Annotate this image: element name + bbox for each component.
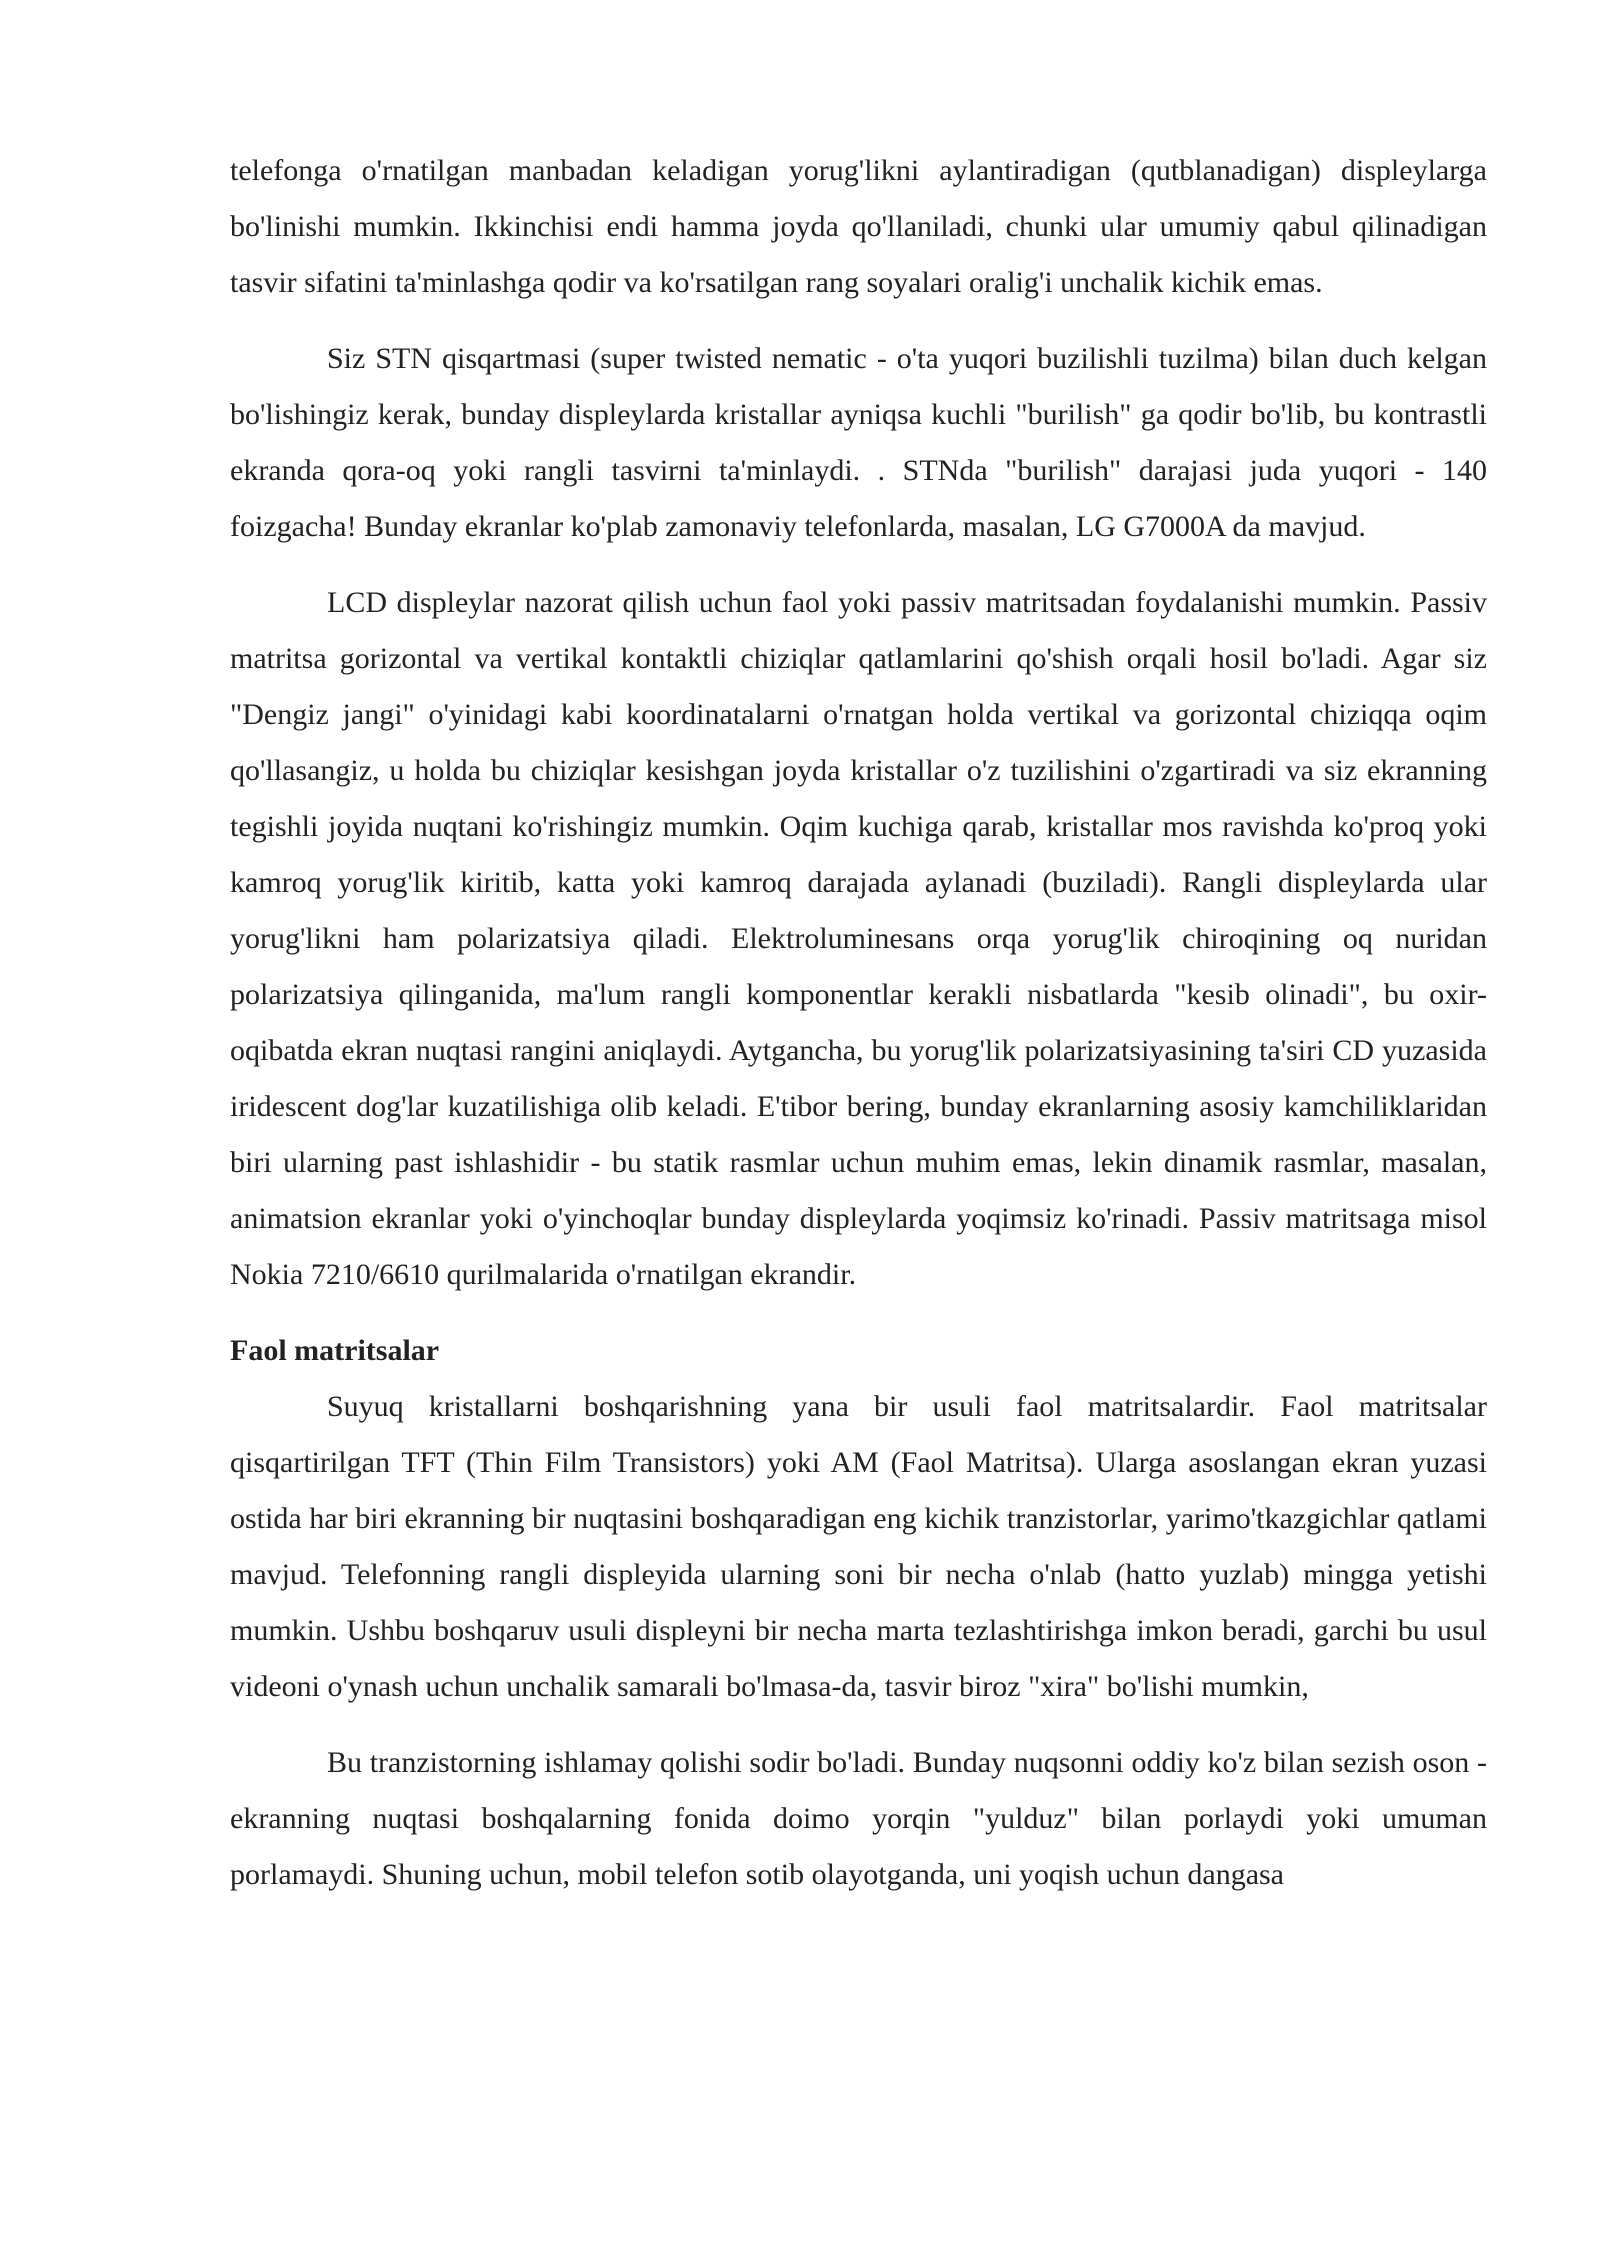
document-page bbox=[230, 143, 1487, 1923]
paragraph-stn: Siz STN qisqartmasi (super twisted nematic - o'ta yuqori buzilishli tuzilma) bilan duch kelgan bo'lishingiz kerak, bunday displeylarda kristallar ayniqsa kuchli "burilish" ga qodir bo'lib, bu kontrastli ekranda qora-oq yoki rangli tasvirni ta'minlaydi. . STNda "burilish" darajasi juda yuqori - 140 foizgacha! Bunday ekranlar ko'plab zamonaviy telefonlarda, masalan, LG G7000A da mavjud. bbox=[230, 342, 1487, 543]
paragraph-active-matrix: Suyuq kristallarni boshqarishning yana bir usuli faol matritsalardir. Faol matritsalar qisqartirilgan TFT (Thin Film Transistors) yoki AM (Faol Matritsa). Ularga asoslangan ekran yuzasi ostida har biri ekranning bir nuqtasini boshqaradigan eng kichik tranzistorlar, yarimo'tkazgichlar qatlami mavjud. Telefonning rangli displeyida ularning soni bir necha o'nlab (hatto yuzlab) mingga yetishi mumkin. Ushbu boshqaruv usuli displeyni bir necha marta tezlashtirishga imkon beradi, garchi bu usul videoni o'ynash uchun unchalik samarali bo'lmasa-da, tasvir biroz "xira" bo'lishi mumkin, bbox=[230, 1390, 1487, 1703]
paragraph-transistor-failure: Bu tranzistorning ishlamay qolishi sodir bo'ladi. Bunday nuqsonni oddiy ko'z bilan sezish oson - ekranning nuqtasi boshqalarning fonida doimo yorqin "yulduz" bilan porlaydi yoki umuman porlamaydi. Shuning uchun, mobil telefon sotib olayotganda, uni yoqish uchun dangasa bbox=[230, 1746, 1487, 1891]
section-heading: Faol matritsalar bbox=[230, 1334, 440, 1367]
paragraph-lcd-passive-matrix: LCD displeylar nazorat qilish uchun faol yoki passiv matritsadan foydalanishi mumkin. Passiv matritsa gorizontal va vertikal kontaktli chiziqlar qatlamlarini qo'shish orqali hosil bo'ladi. Agar siz "Dengiz jangi" o'yinidagi kabi koordinatalarni o'rnatgan holda vertikal va gorizontal chiziqqa oqim qo'llasangiz, u holda bu chiziqlar kesishgan joyda kristallar o'z tuzilishini o'zgartiradi va siz ekranning tegishli joyida nuqtani ko'rishingiz mumkin. Oqim kuchiga qarab, kristallar mos ravishda ko'proq yoki kamroq yorug'lik kiritib, katta yoki kamroq darajada aylanadi (buziladi). Rangli displeylarda ular yorug'likni ham polarizatsiya qiladi. Elektroluminesans orqa yorug'lik chiroqining oq nuridan polarizatsiya qilinganida, ma'lum rangli komponentlar kerakli nisbatlarda "kesib olinadi", bu oxir-oqibatda ekran nuqtasi rangini aniqlaydi. Aytgancha, bu yorug'lik polarizatsiyasining ta'siri CD yuzasida iridescent dog'lar kuzatilishiga olib keladi. E'tibor bering, bunday ekranlarning asosiy kamchiliklaridan biri ularning past ishlashidir - bu statik rasmlar uchun muhim emas, lekin dinamik rasmlar, masalan, animatsion ekranlar yoki o'yinchoqlar bunday displeylarda yoqimsiz ko'rinadi. Passiv matritsaga misol Nokia 7210/6610 qurilmalarida o'rnatilgan ekrandir. bbox=[230, 586, 1487, 1291]
paragraph-continuation: telefonga o'rnatilgan manbadan keladigan yorug'likni aylantiradigan (qutblanadigan) displeylarga bo'linishi mumkin. Ikkinchisi endi hamma joyda qo'llaniladi, chunki ular umumiy qabul qilinadigan tasvir sifatini ta'minlashga qodir va ko'rsatilgan rang soyalari oralig'i unchalik kichik emas. bbox=[230, 154, 1487, 299]
